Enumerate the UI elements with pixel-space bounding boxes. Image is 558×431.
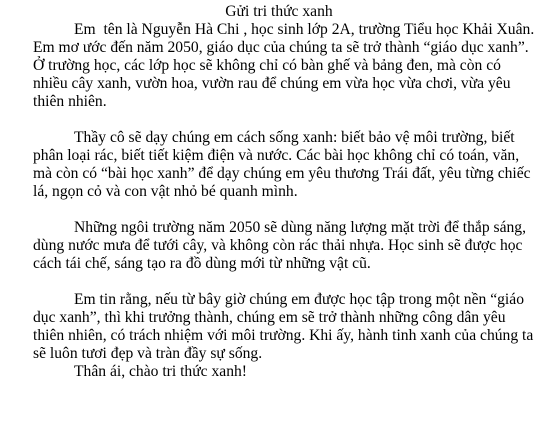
paragraph-2-line-3: mà còn có “bài học xanh” để dạy chúng em yêu thương Trái đất, yêu từng chiếc bbox=[33, 165, 531, 182]
paragraph-2-line-4: lá, ngọn cỏ và con vật nhỏ bé quanh mình. bbox=[33, 183, 298, 200]
letter-title: Gửi tri thức xanh bbox=[225, 3, 333, 20]
paragraph-3-line-2: dùng nước mưa để tưới cây, và không còn rác thải nhựa. Học sinh sẽ được học bbox=[33, 237, 523, 254]
paragraph-4-line-3: thiên nhiên, có trách nhiệm với môi trường. Khi ấy, hành tinh xanh của chúng ta bbox=[33, 327, 534, 344]
paragraph-4-line-2: dục xanh”, thì khi trưởng thành, chúng em sẽ trở thành những công dân yêu bbox=[33, 309, 506, 326]
paragraph-2-line-1: Thầy cô sẽ dạy chúng em cách sống xanh: biết bảo vệ môi trường, biết bbox=[74, 129, 515, 146]
paragraph-1-line-5: thiên nhiên. bbox=[33, 93, 107, 110]
paragraph-3-line-1: Những ngôi trường năm 2050 sẽ dùng năng lượng mặt trời để thắp sáng, bbox=[74, 219, 527, 236]
paragraph-1-line-2: Em mơ ước đến năm 2050, giáo dục của chúng ta sẽ trở thành “giáo dục xanh”. bbox=[33, 39, 529, 56]
paragraph-1-line-1: Em tên là Nguyễn Hà Chi , học sinh lớp 2A, trường Tiểu học Khải Xuân. bbox=[74, 21, 535, 38]
paragraph-3-line-3: cách tái chế, sáng tạo ra đồ dùng mới từ những vật cũ. bbox=[33, 255, 371, 272]
paragraph-4-line-4: sẽ luôn tươi đẹp và tràn đầy sự sống. bbox=[33, 345, 263, 362]
paragraph-1-line-3: Ở trường học, các lớp học sẽ không chỉ có bàn ghế và bảng đen, mà còn có bbox=[33, 57, 501, 74]
paragraph-1-line-4: nhiều cây xanh, vườn hoa, vườn rau để chúng em vừa học vừa chơi, vừa yêu bbox=[33, 75, 511, 92]
paragraph-4-line-1: Em tin rằng, nếu từ bây giờ chúng em được học tập trong một nền “giáo bbox=[74, 291, 524, 308]
closing-line: Thân ái, chào tri thức xanh! bbox=[74, 363, 247, 380]
paragraph-2-line-2: phân loại rác, biết tiết kiệm điện và nước. Các bài học không chỉ có toán, văn, bbox=[33, 147, 520, 164]
